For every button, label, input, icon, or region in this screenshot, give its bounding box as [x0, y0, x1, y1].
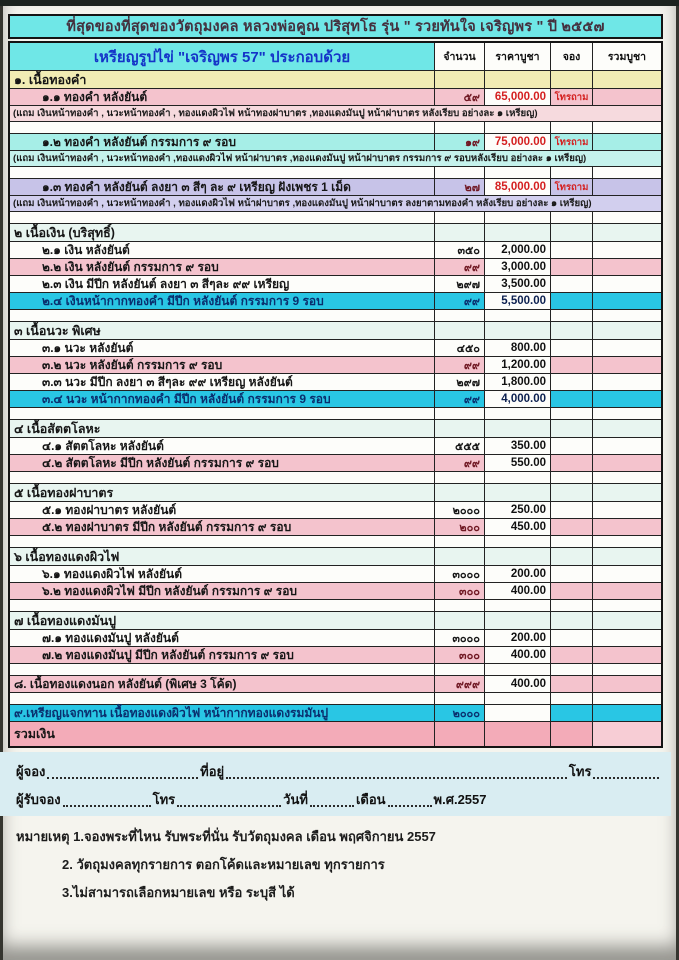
item-label: ๖.๑ ทองแดงผิวไฟ หลังยันต์ [42, 566, 183, 581]
price-value [484, 722, 550, 746]
quantity-value [434, 322, 484, 339]
quantity-value: ๒๙๗ [434, 374, 484, 390]
price-value [484, 664, 550, 675]
total-value [592, 630, 661, 646]
price-value: 200.00 [484, 630, 550, 646]
item-label [10, 167, 434, 178]
quantity-value: ๒๗ [434, 179, 484, 195]
total-value [592, 472, 661, 483]
item-label: ๗.๒ ทองแดงมันปู มีปีก หลังยันต์ กรรมการ ๙ รอบ [42, 647, 294, 662]
total-value [592, 212, 661, 223]
item-label: ๔.๒ สัตตโลหะ มีปีก หลังยันต์ กรรมการ ๙ รอบ [42, 455, 279, 470]
booking-value [550, 340, 592, 356]
price-value: 550.00 [484, 455, 550, 471]
booking-value [550, 357, 592, 373]
table-row [10, 519, 661, 536]
column-header-booking: จอง [550, 43, 592, 70]
booking-value [550, 374, 592, 390]
table-row [10, 647, 661, 664]
date-label: วันที่ [283, 792, 308, 807]
item-label: ๗ เนื้อทองแดงมันปู [14, 613, 117, 628]
table-row [10, 630, 661, 647]
total-value [592, 224, 661, 241]
remark-2: 2. วัตถุมงคลทุกรายการ ตอกโค้ดและหมายเลข ทุกรายการ [62, 857, 385, 872]
total-value [592, 293, 661, 309]
total-row [10, 722, 661, 746]
table-row [10, 242, 661, 259]
booking-value [550, 293, 592, 309]
price-value: 3,500.00 [484, 276, 550, 292]
booking-value [550, 167, 592, 178]
document-title: ที่สุดของที่สุดของวัตถุมงคล หลวงพ่อคูณ ปริสุทโธ รุ่น " รวยทันใจ เจริญพร " ปี ๒๕๕๗ [8, 14, 663, 39]
item-label [10, 472, 434, 483]
item-label: ๖.๒ ทองแดงผิวไฟ มีปีก หลังยันต์ กรรมการ ๙ รอบ [42, 583, 298, 598]
item-label [10, 122, 434, 133]
booking-value: โทรถาม [550, 89, 592, 105]
quantity-value: ๓๕๐ [434, 242, 484, 258]
spacer-row [10, 310, 661, 322]
item-label: ๒.๓ เงิน มีปีก หลังยันต์ ลงยา ๓ สีๆละ ๙๙ เหรียญ [42, 276, 290, 291]
total-value [592, 167, 661, 178]
quantity-value: ๙๙ [434, 455, 484, 471]
item-label: ๕ เนื้อทองฝาบาตร [14, 485, 114, 500]
price-value: 1,800.00 [484, 374, 550, 390]
price-value: 400.00 [484, 647, 550, 663]
total-value [592, 242, 661, 258]
booking-value [550, 647, 592, 663]
price-value [484, 122, 550, 133]
item-label [10, 310, 434, 321]
table-row [10, 89, 661, 106]
order-footer [0, 752, 671, 816]
item-label: ๙.เหรียญแจกทาน เนื้อทองแดงผิวไฟ หน้ากากทองแดงรมมันปู [14, 705, 329, 720]
booking-value [550, 472, 592, 483]
quantity-value: ๓๐๐ [434, 647, 484, 663]
booking-value [550, 612, 592, 629]
booker-label: ผู้จอง [16, 764, 46, 779]
section-row [10, 322, 661, 340]
table-row [10, 455, 661, 472]
table-row [10, 374, 661, 391]
booking-value [550, 484, 592, 501]
total-value [592, 612, 661, 629]
note-row [10, 106, 661, 122]
total-value [592, 122, 661, 133]
table-row [10, 179, 661, 196]
table-row [10, 705, 661, 722]
receiver-phone-label: โทร [152, 792, 176, 807]
quantity-value [434, 722, 484, 746]
price-value: 75,000.00 [484, 134, 550, 150]
total-value [592, 693, 661, 704]
total-value [592, 536, 661, 547]
item-label: ๔.๑ สัตตโลหะ หลังยันต์ [42, 438, 164, 453]
quantity-value: ๙๙ [434, 357, 484, 373]
note-text: (แถม เงินหน้าทองคำ , นวะหน้าทองคำ , ทองแดงผิวไฟ หน้าฝาบาตร ,ทองแดงมันปู หน้าฝาบาตร ลงยาตามทองคำ หลังเรียบ อย่างละ ๑ เหรียญ) [13, 198, 592, 209]
quantity-value: ๔๕๐ [434, 340, 484, 356]
table-row [10, 438, 661, 455]
item-label: ๑. เนื้อทองคำ [14, 72, 87, 87]
booking-value [550, 705, 592, 721]
column-header-quantity: จำนวน [434, 43, 484, 70]
total-value [592, 566, 661, 582]
remark-1: หมายเหตุ 1.จองพระที่ไหน รับพระที่นั่น รับวัตถุมงคล เดือน พฤศจิกายน 2557 [16, 829, 436, 844]
item-label: ๓.๒ นวะ หลังยันต์ กรรมการ ๙ รอบ [42, 357, 223, 372]
booking-value [550, 438, 592, 454]
item-label [10, 664, 434, 675]
total-value [592, 340, 661, 356]
total-value [592, 519, 661, 535]
price-table-rows [10, 71, 661, 746]
total-value [592, 71, 661, 88]
section-row [10, 484, 661, 502]
booking-value [550, 693, 592, 704]
year-label: พ.ศ.2557 [433, 792, 487, 807]
note-text: (แถม เงินหน้าทองคำ , นวะหน้าทองคำ ,ทองแดงผิวไฟ หน้าฝาบาตร ,ทองแดงมันปู หน้าฝาบาตร กรรมการ ๙ รอบหลังเรียบ อย่างละ ๑ เหรียญ) [13, 153, 587, 164]
table-row [10, 276, 661, 293]
column-header-description: เหรียญรูปไข่ "เจริญพร 57" ประกอบด้วย [10, 43, 434, 70]
item-label: ๕.๑ ทองฝาบาตร หลังยันต์ [42, 502, 177, 517]
address-label: ที่อยู่ [200, 764, 225, 779]
price-value [484, 484, 550, 501]
quantity-value: ๓๐๐๐ [434, 566, 484, 582]
price-value: 400.00 [484, 583, 550, 599]
price-value: 1,200.00 [484, 357, 550, 373]
quantity-value [434, 122, 484, 133]
total-value [592, 391, 661, 407]
month-fill-line [388, 801, 432, 807]
item-label [10, 693, 434, 704]
item-label [10, 408, 434, 419]
quantity-value [434, 310, 484, 321]
section-row [10, 71, 661, 89]
booking-value [550, 420, 592, 437]
table-row [10, 357, 661, 374]
table-row [10, 566, 661, 583]
booking-value [550, 259, 592, 275]
quantity-value: ๓๐๐๐ [434, 630, 484, 646]
price-value: 450.00 [484, 519, 550, 535]
booking-value [550, 408, 592, 419]
quantity-value: ๕๕๕ [434, 438, 484, 454]
quantity-value: ๙๙ [434, 391, 484, 407]
quantity-value [434, 484, 484, 501]
total-value [592, 647, 661, 663]
booking-value [550, 548, 592, 565]
item-label: ๒ เนื้อเงิน (บริสุทธิ์) [14, 225, 115, 240]
table-row [10, 676, 661, 693]
price-value: 250.00 [484, 502, 550, 518]
price-value [484, 536, 550, 547]
booking-value [550, 600, 592, 611]
quantity-value: ๕๙ [434, 89, 484, 105]
total-value [592, 408, 661, 419]
table-header-row [10, 43, 661, 71]
price-value [484, 705, 550, 721]
quantity-value [434, 71, 484, 88]
total-value [592, 310, 661, 321]
total-value [592, 322, 661, 339]
table-row [10, 134, 661, 151]
booking-value [550, 502, 592, 518]
booking-value [550, 536, 592, 547]
price-value [484, 212, 550, 223]
booking-value [550, 122, 592, 133]
note-row [10, 196, 661, 212]
quantity-value [434, 664, 484, 675]
total-value [592, 420, 661, 437]
price-value: 5,500.00 [484, 293, 550, 309]
booking-value [550, 71, 592, 88]
table-row [10, 391, 661, 408]
price-value: 85,000.00 [484, 179, 550, 195]
item-label [10, 600, 434, 611]
section-row [10, 224, 661, 242]
section-row [10, 612, 661, 630]
booking-value [550, 212, 592, 223]
table-row [10, 293, 661, 310]
total-value [592, 438, 661, 454]
price-value [484, 167, 550, 178]
booking-value [550, 664, 592, 675]
quantity-value: ๑๙ [434, 134, 484, 150]
price-value: 350.00 [484, 438, 550, 454]
total-value [592, 276, 661, 292]
quantity-value: ๓๐๐ [434, 583, 484, 599]
item-label: ๓.๑ นวะ หลังยันต์ [42, 340, 134, 355]
item-label [10, 212, 434, 223]
total-value [592, 134, 661, 150]
phone-label: โทร [568, 764, 592, 779]
total-value [592, 583, 661, 599]
quantity-value [434, 612, 484, 629]
booking-value [550, 722, 592, 746]
price-value [484, 71, 550, 88]
item-label: ๑.๓ ทองคำ หลังยันต์ ลงยา ๓ สีๆ ละ ๙ เหรียญ ฝังเพชร 1 เม็ด [42, 179, 351, 194]
price-value: 65,000.00 [484, 89, 550, 105]
item-label: ๘. เนื้อทองแดงนอก หลังยันต์ (พิเศษ 3 โค้ด) [14, 676, 237, 691]
total-value [592, 374, 661, 390]
item-label: ๑.๑ ทองคำ หลังยันต์ [42, 89, 148, 104]
table-row [10, 259, 661, 276]
quantity-value [434, 167, 484, 178]
spacer-row [10, 408, 661, 420]
item-label: ๖ เนื้อทองแดงผิวไฟ [14, 549, 120, 564]
price-value [484, 224, 550, 241]
item-label: ๒.๔ เงินหน้ากากทองคำ มีปีก หลังยันต์ กรรมการ 9 รอบ [42, 293, 324, 308]
booking-value: โทรถาม [550, 134, 592, 150]
total-value [592, 179, 661, 195]
booking-value [550, 583, 592, 599]
total-value [592, 722, 661, 746]
booking-value [550, 310, 592, 321]
total-value [592, 357, 661, 373]
item-label: ๒.๒ เงิน หลังยันต์ กรรมการ ๙ รอบ [42, 259, 219, 274]
price-value [484, 548, 550, 565]
booking-value [550, 276, 592, 292]
price-value: 4,000.00 [484, 391, 550, 407]
quantity-value: ๙๙ [434, 293, 484, 309]
item-label: ๓ เนื้อนวะ พิเศษ [14, 323, 101, 338]
receiver-signature-line [16, 788, 488, 810]
item-label: รวมเงิน [14, 727, 55, 741]
quantity-value: ๙๙ [434, 259, 484, 275]
quantity-value [434, 224, 484, 241]
price-table [8, 41, 663, 748]
item-label: ๓.๓ นวะ มีปีก ลงยา ๓ สีๆละ ๙๙ เหรียญ หลังยันต์ [42, 374, 293, 389]
price-value: 200.00 [484, 566, 550, 582]
item-label: ๓.๔ นวะ หน้ากากทองคำ มีปีก หลังยันต์ กรรมการ 9 รอบ [42, 391, 331, 406]
column-header-total: รวมบูชา [592, 43, 661, 70]
price-value: 400.00 [484, 676, 550, 692]
booking-value [550, 455, 592, 471]
price-value [484, 472, 550, 483]
total-value [592, 484, 661, 501]
price-value [484, 693, 550, 704]
booking-value [550, 322, 592, 339]
quantity-value: ๒๙๗ [434, 276, 484, 292]
price-value: 800.00 [484, 340, 550, 356]
item-label: ๕.๒ ทองฝาบาตร มีปีก หลังยันต์ กรรมการ ๙ รอบ [42, 519, 292, 534]
table-row [10, 502, 661, 519]
item-label: ๔ เนื้อสัตตโลหะ [14, 421, 101, 436]
table-row [10, 340, 661, 357]
quantity-value [434, 693, 484, 704]
quantity-value [434, 536, 484, 547]
quantity-value: ๒๐๐๐ [434, 705, 484, 721]
phone-fill-line [593, 773, 659, 779]
item-label: ๗.๑ ทองแดงมันปู หลังยันต์ [42, 630, 179, 645]
booker-fill-line [47, 773, 198, 779]
quantity-value [434, 408, 484, 419]
price-value [484, 612, 550, 629]
total-value [592, 89, 661, 105]
price-value [484, 420, 550, 437]
remarks [8, 816, 679, 903]
column-header-price: ราคาบูชา [484, 43, 550, 70]
total-value [592, 676, 661, 692]
section-row [10, 420, 661, 438]
quantity-value: ๒๐๐ [434, 519, 484, 535]
address-fill-line [226, 773, 567, 779]
quantity-value [434, 600, 484, 611]
booking-value [550, 391, 592, 407]
quantity-value: ๙๙๙ [434, 676, 484, 692]
price-value: 3,000.00 [484, 259, 550, 275]
item-label [10, 536, 434, 547]
booker-signature-line [16, 760, 661, 782]
receiver-label: ผู้รับจอง [16, 792, 61, 807]
total-value [592, 502, 661, 518]
month-label: เดือน [355, 792, 386, 807]
quantity-value [434, 472, 484, 483]
price-value [484, 310, 550, 321]
total-value [592, 259, 661, 275]
section-row [10, 548, 661, 566]
booking-value [550, 566, 592, 582]
date-fill-line [310, 801, 354, 807]
price-value: 2,000.00 [484, 242, 550, 258]
item-label: ๑.๒ ทองคำ หลังยันต์ กรรมการ ๙ รอบ [42, 134, 236, 149]
total-value [592, 705, 661, 721]
price-value [484, 600, 550, 611]
total-value [592, 600, 661, 611]
total-value [592, 455, 661, 471]
receiver-phone-fill-line [177, 801, 281, 807]
booking-value [550, 676, 592, 692]
receiver-fill-line [63, 801, 151, 807]
quantity-value [434, 548, 484, 565]
booking-value [550, 224, 592, 241]
booking-value [550, 242, 592, 258]
booking-value: โทรถาม [550, 179, 592, 195]
total-value [592, 548, 661, 565]
total-value [592, 664, 661, 675]
price-value [484, 408, 550, 419]
note-text: (แถม เงินหน้าทองคำ , นวะหน้าทองคำ , ทองแดงผิวไฟ หน้าทองฝาบาตร ,ทองแดงมันปู หน้าฝาบาตร หลังเรียบ อย่างละ ๑ เหรียญ) [13, 108, 538, 119]
item-label: ๒.๑ เงิน หลังยันต์ [42, 242, 130, 257]
price-value [484, 322, 550, 339]
booking-value [550, 519, 592, 535]
table-row [10, 583, 661, 600]
quantity-value [434, 212, 484, 223]
quantity-value [434, 420, 484, 437]
quantity-value: ๒๐๐๐ [434, 502, 484, 518]
remark-3: 3.ไม่สามารถเลือกหมายเลข หรือ ระบุสี ได้ [62, 885, 295, 900]
note-row [10, 151, 661, 167]
booking-value [550, 630, 592, 646]
